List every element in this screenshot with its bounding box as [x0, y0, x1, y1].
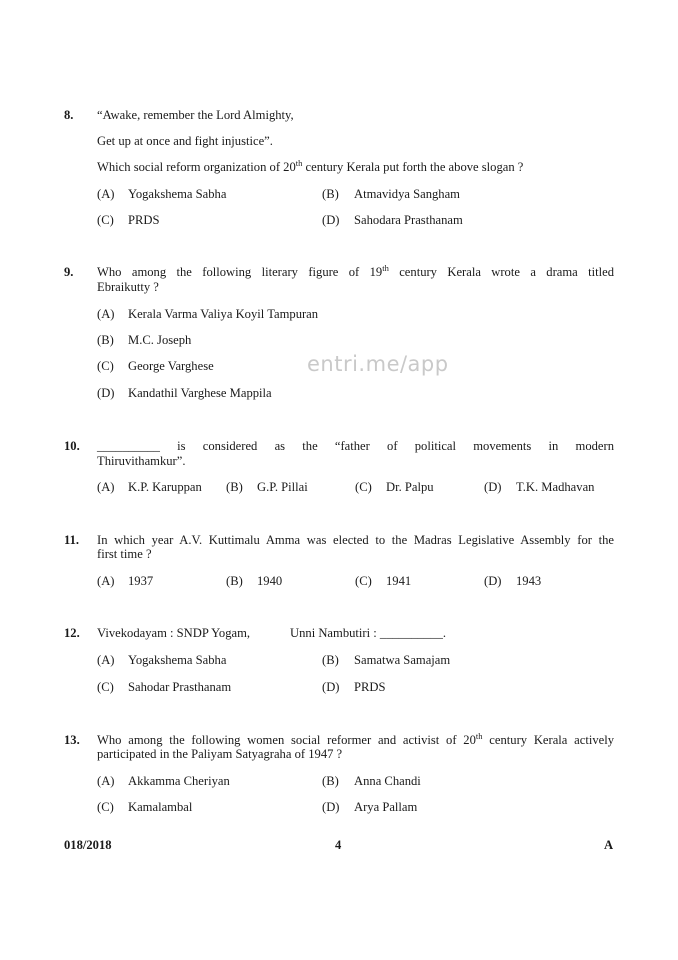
- question-9-option-a-key: (A): [97, 307, 115, 321]
- question-8-text: Which social reform organization of 20th century Kerala put forth the above slogan ?: [97, 157, 524, 174]
- question-9-option-c-text: George Varghese: [128, 359, 214, 373]
- question-11-option-a-key: (A): [97, 574, 115, 588]
- question-10-option-d-text: T.K. Madhavan: [516, 480, 595, 494]
- question-10-number: 10.: [64, 439, 80, 453]
- question-9-option-b-key: (B): [97, 333, 114, 347]
- footer-exam-code: 018/2018: [64, 838, 112, 852]
- question-12-option-d-text: PRDS: [354, 680, 386, 694]
- question-9-text-line-1: Who among the following literary figure of 19th century Kerala wrote a drama titled: [97, 262, 614, 279]
- question-13-number: 13.: [64, 733, 80, 747]
- question-13-option-c-text: Kamalambal: [128, 800, 193, 814]
- question-9-option-d-text: Kandathil Varghese Mappila: [128, 386, 272, 400]
- question-12-text-part-1: Vivekodayam : SNDP Yogam,: [97, 626, 251, 640]
- question-8-quote-line-1: “Awake, remember the Lord Almighty,: [97, 108, 294, 122]
- question-10-option-c-text: Dr. Palpu: [386, 480, 434, 494]
- question-13-option-c-key: (C): [97, 800, 114, 814]
- question-10-text-line-2: Thiruvithamkur”.: [97, 454, 186, 468]
- question-8-quote-line-2: Get up at once and fight injustice”.: [97, 134, 273, 148]
- question-10-text-line-1: __________ is considered as the “father of political movements in modern: [97, 439, 614, 453]
- question-11-option-c-key: (C): [355, 574, 372, 588]
- question-8-option-b-text: Atmavidya Sangham: [354, 187, 460, 201]
- question-9-option-b-text: M.C. Joseph: [128, 333, 192, 347]
- watermark: entri.me/app: [307, 352, 449, 376]
- question-8-number: 8.: [64, 108, 74, 122]
- question-9-option-d-key: (D): [97, 386, 115, 400]
- question-10-option-b-text: G.P. Pillai: [257, 480, 308, 494]
- question-9-option-c-key: (C): [97, 359, 114, 373]
- question-12-number: 12.: [64, 626, 80, 640]
- question-13-text-line-2: participated in the Paliyam Satyagraha of 1947 ?: [97, 747, 343, 761]
- question-10-option-a-text: K.P. Karuppan: [128, 480, 202, 494]
- question-8-option-c-text: PRDS: [128, 213, 160, 227]
- question-8-option-d-text: Sahodara Prasthanam: [354, 213, 463, 227]
- question-13-option-d-text: Arya Pallam: [354, 800, 418, 814]
- question-11-option-d-text: 1943: [516, 574, 542, 588]
- question-8-option-a-text: Yogakshema Sabha: [128, 187, 227, 201]
- question-10-option-b-key: (B): [226, 480, 243, 494]
- footer-page-number: 4: [335, 838, 342, 852]
- question-12-option-c-text: Sahodar Prasthanam: [128, 680, 232, 694]
- question-13-option-b-text: Anna Chandi: [354, 774, 421, 788]
- question-13-text-line-1: Who among the following women social reformer and activist of 20th century Kerala actively: [97, 730, 615, 747]
- question-9-option-a-text: Kerala Varma Valiya Koyil Tampuran: [128, 307, 319, 321]
- question-11-number: 11.: [64, 533, 80, 547]
- question-11-option-a-text: 1937: [128, 574, 154, 588]
- question-11-option-d-key: (D): [484, 574, 502, 588]
- question-8-option-b-key: (B): [322, 187, 339, 201]
- footer-series: A: [604, 838, 614, 852]
- question-8-option-c-key: (C): [97, 213, 114, 227]
- question-12-option-b-text: Samatwa Samajam: [354, 653, 451, 667]
- question-9-number: 9.: [64, 265, 74, 279]
- question-10-option-d-key: (D): [484, 480, 502, 494]
- question-11-option-c-text: 1941: [386, 574, 412, 588]
- question-13-option-a-text: Akkamma Cheriyan: [128, 774, 230, 788]
- question-8-option-d-key: (D): [322, 213, 340, 227]
- question-13-option-b-key: (B): [322, 774, 339, 788]
- question-8-option-a-key: (A): [97, 187, 115, 201]
- question-11-option-b-text: 1940: [257, 574, 283, 588]
- question-11-option-b-key: (B): [226, 574, 243, 588]
- question-9-text-line-2: Ebraikutty ?: [97, 280, 159, 294]
- question-12-option-a-key: (A): [97, 653, 115, 667]
- question-11-text-line-2: first time ?: [97, 547, 152, 561]
- question-12-option-d-key: (D): [322, 680, 340, 694]
- question-13-option-d-key: (D): [322, 800, 340, 814]
- question-13-option-a-key: (A): [97, 774, 115, 788]
- question-11-text-line-1: In which year A.V. Kuttimalu Amma was elected to the Madras Legislative Assembly for the: [97, 533, 614, 547]
- question-10-option-a-key: (A): [97, 480, 115, 494]
- question-12-option-a-text: Yogakshema Sabha: [128, 653, 227, 667]
- question-12-text-part-2: Unni Nambutiri : __________.: [290, 626, 447, 640]
- question-12-option-b-key: (B): [322, 653, 339, 667]
- question-12-option-c-key: (C): [97, 680, 114, 694]
- question-10-option-c-key: (C): [355, 480, 372, 494]
